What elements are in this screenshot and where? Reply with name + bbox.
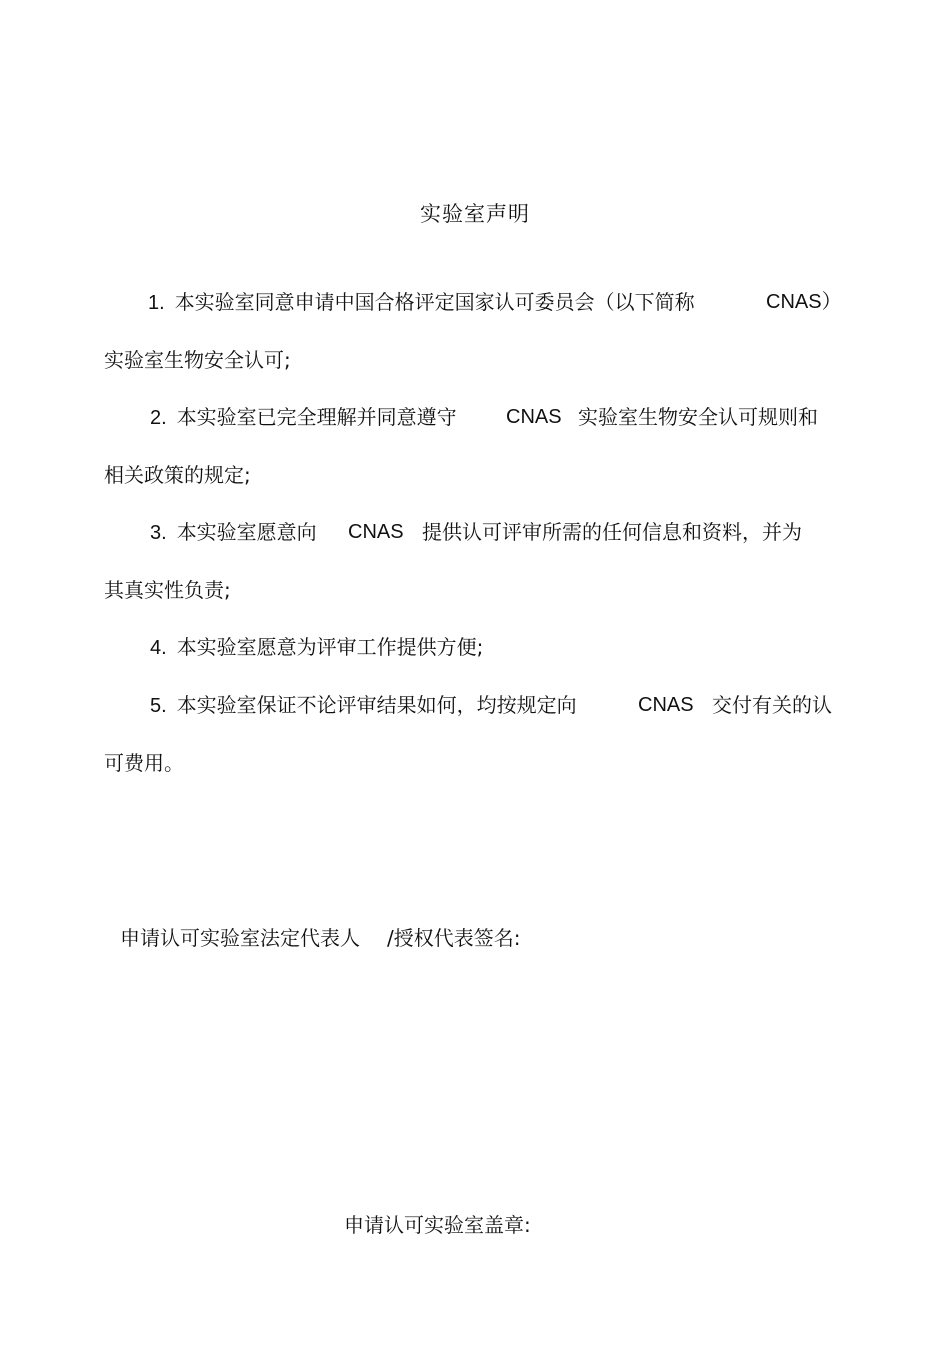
cnas-abbreviation: CNAS [506, 406, 562, 428]
item-number: 1. [148, 292, 165, 314]
declaration-item-5-line1 [150, 695, 577, 716]
item-text: 本实验室同意申请中国合格评定国家认可委员会（以下简称 [174, 290, 695, 314]
signature-label: 申请认可实验室法定代表人 [120, 926, 360, 950]
cnas-abbreviation: CNAS [638, 694, 694, 716]
seal-label: 申请认可实验室盖章: [344, 1213, 531, 1237]
declaration-item-4-line1 [150, 637, 483, 658]
item-text-continued: 实验室生物安全认可规则和 [578, 405, 818, 429]
item-text: 本实验室愿意为评审工作提供方便; [176, 635, 484, 659]
item-text: 本实验室愿意向 [176, 520, 317, 544]
declaration-item-5-line2: 可费用。 [104, 751, 184, 775]
item-text-continued: 提供认可评审所需的任何信息和资料，并为 [422, 520, 802, 544]
item-text: 本实验室已完全理解并同意遵守 [176, 405, 457, 429]
item-number: 2. [150, 407, 167, 429]
cnas-abbreviation: CNAS） [766, 291, 842, 313]
declaration-item-2-line2: 相关政策的规定; [104, 463, 251, 487]
cnas-abbreviation: CNAS [348, 521, 404, 543]
declaration-item-3-line1 [150, 522, 317, 543]
declaration-item-1-line2: 实验室生物安全认可; [104, 348, 291, 372]
item-number: 5. [150, 695, 167, 717]
declaration-item-2-line1 [150, 407, 457, 428]
item-text: 本实验室保证不论评审结果如何，均按规定向 [176, 693, 577, 717]
item-text-continued: 交付有关的认 [712, 693, 832, 717]
document-title: 实验室声明 [420, 202, 530, 226]
declaration-item-1-line1 [148, 292, 695, 313]
item-number: 4. [150, 637, 167, 659]
item-number: 3. [150, 522, 167, 544]
declaration-item-3-line2: 其真实性负责; [104, 578, 231, 602]
signature-label-suffix: /授权代表签名: [387, 926, 521, 950]
